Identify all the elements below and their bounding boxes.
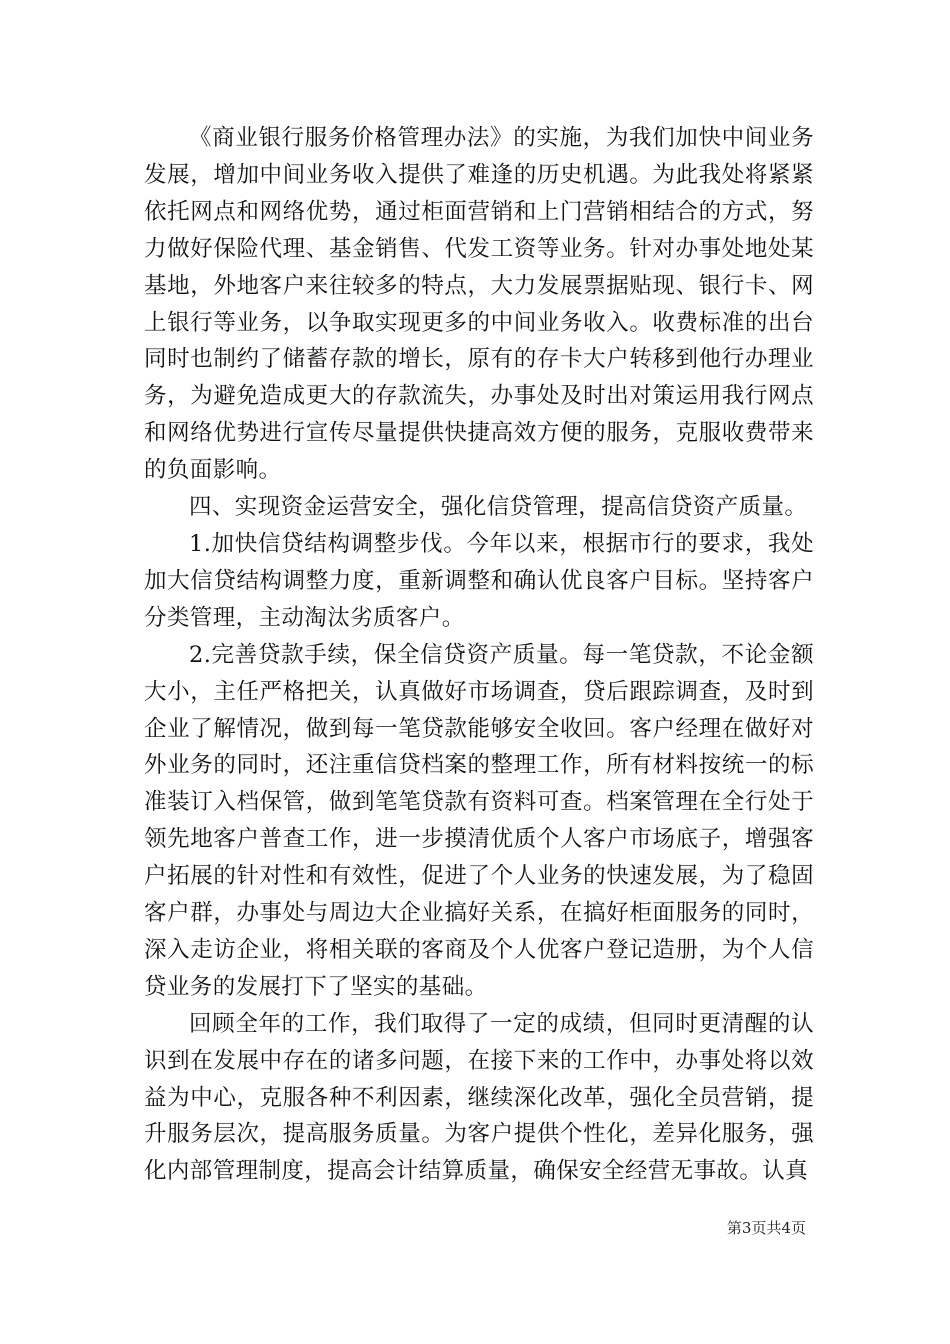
paragraph-credit-structure: 1.加快信贷结构调整步伐。今年以来，根据市行的要求，我处加大信贷结构调整力度，重新调整和确认优良客户目标。坚持客户分类管理，主动淘汰劣质客户。	[144, 530, 814, 631]
paragraph-loan-procedures: 2.完善贷款手续，保全信贷资产质量。每一笔贷款，不论金额大小，主任严格把关，认真做好市场调查，贷后跟踪调查，及时到企业了解情况，做到每一笔贷款能够安全收回。客户经理在做好对外业务的同时，还注重信贷档案的整理工作，所有材料按统一的标准装订入档保管，做到笔笔贷款有资料可查。档案管理在全行处于领先地客户普查工作，进一步摸清优质个人客户市场底子，增强客户拓展的针对性和有效性，促进了个人业务的快速发展，为了稳固客户群，办事处与周边大企业搞好关系，在搞好柜面服务的同时，深入走访企业，将相关联的客商及个人优客户登记造册，为个人信贷业务的发展打下了坚实的基础。	[144, 641, 814, 1000]
paragraph-section-four-heading: 四、实现资金运营安全，强化信贷管理，提高信贷资产质量。	[189, 494, 808, 521]
document-body	[144, 120, 814, 1190]
paragraph-year-review: 回顾全年的工作，我们取得了一定的成绩，但同时更清醒的认识到在发展中存在的诸多问题，在接下来的工作中，办事处将以效益为中心，克服各种不利因素，继续深化改革，强化全员营销，提升服务层次，提高服务质量。为客户提供个性化，差异化服务，强化内部管理制度，提高会计结算质量，确保安全经营无事故。认真	[144, 1010, 814, 1185]
page-number-footer: 第3页共4页	[726, 1219, 806, 1237]
paragraph-intermediate-business: 《商业银行服务价格管理办法》的实施，为我们加快中间业务发展，增加中间业务收入提供了难逢的历史机遇。为此我处将紧紧依托网点和网络优势，通过柜面营销和上门营销相结合的方式，努力做好保险代理、基金销售、代发工资等业务。针对办事处地处某基地，外地客户来往较多的特点，大力发展票据贴现、银行卡、网上银行等业务，以争取实现更多的中间业务收入。收费标准的出台同时也制约了储蓄存款的增长，原有的存卡大户转移到他行办理业务，为避免造成更大的存款流失，办事处及时出对策运用我行网点和网络优势进行宣传尽量提供快捷高效方便的服务，克服收费带来的负面影响。	[144, 125, 814, 484]
